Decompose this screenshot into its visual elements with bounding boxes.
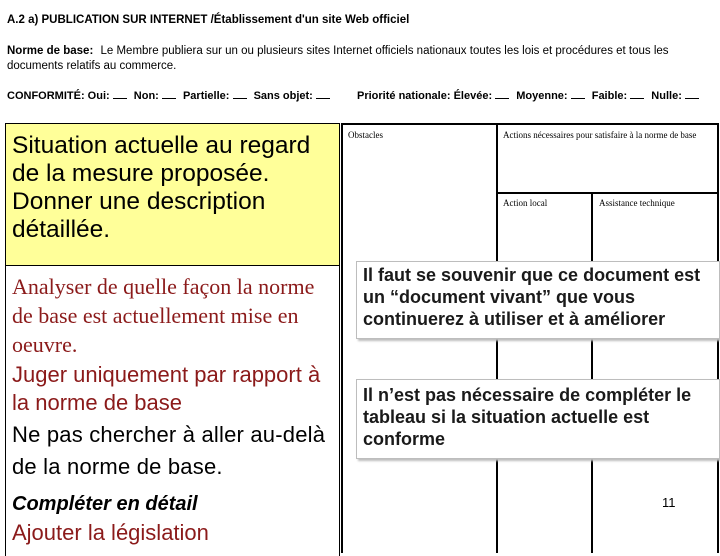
prio-moyenne-blank[interactable]: [571, 89, 585, 99]
prio-moyenne: Moyenne:: [516, 90, 568, 102]
priorite-row: [357, 89, 703, 102]
conf-oui: Oui:: [87, 90, 110, 102]
prio-elevee-blank[interactable]: [495, 89, 509, 99]
conf-partielle: Partielle:: [182, 90, 230, 102]
situation-column: [5, 266, 340, 556]
prio-faible-blank[interactable]: [630, 89, 644, 99]
conf-non: Non:: [133, 90, 159, 102]
table-subheader-line: [496, 192, 719, 194]
norme-de-base: [7, 44, 713, 74]
conf-sans-objet: Sans objet:: [253, 90, 313, 102]
conf-oui-blank[interactable]: [113, 89, 127, 99]
completer-text: Compléter en détail: [12, 493, 198, 515]
table-divider-2: [591, 192, 593, 553]
conformite-label: CONFORMITÉ:: [7, 90, 85, 102]
norme-label: Norme de base:: [7, 45, 94, 57]
juger-text: Juger uniquement par rapport à la norme de base: [12, 362, 321, 415]
note1-text: Il faut se souvenir que ce document est un “document vivant” que vous continuerez à utiliser et à améliorer: [363, 265, 701, 329]
assistance-header: Assistance technique: [599, 198, 675, 208]
priorite-label: Priorité nationale:: [357, 90, 451, 102]
situation-heading: Situation actuelle au regard de la mesure proposée. Donner une description détaillée.: [12, 132, 311, 243]
prio-elevee: Élevée:: [453, 90, 493, 102]
actions-header: Actions nécessaires pour satisfaire à la norme de base: [503, 130, 697, 140]
note-conforme: [356, 379, 720, 459]
conformite-row: [7, 89, 334, 102]
conf-sans-objet-blank[interactable]: [316, 89, 330, 99]
obstacles-header: Obstacles: [348, 130, 383, 140]
note2-text: Il n’est pas nécessaire de compléter le tableau si la situation actuelle est conforme: [363, 385, 692, 449]
table-border-left: [341, 123, 343, 553]
prio-faible: Faible:: [591, 90, 628, 102]
situation-heading-box: [5, 123, 340, 266]
norme-text: Le Membre publiera sur un ou plusieurs sites Internet officiels nationaux toutes les lois et procédures et tous les documents relatifs au commerce.: [7, 45, 669, 72]
ne-pas-text: Ne pas chercher à aller au-delà de la norme de base.: [12, 422, 326, 479]
document-title: A.2 a) PUBLICATION SUR INTERNET /Établissement d'un site Web officiel: [7, 14, 410, 26]
table-border-top: [341, 123, 719, 125]
note-document-vivant: [356, 261, 720, 339]
conf-partielle-blank[interactable]: [233, 89, 247, 99]
prio-nulle: Nulle:: [651, 90, 682, 102]
cutoff-text: Ajouter la législation: [12, 520, 209, 545]
page-number: 11: [662, 495, 676, 510]
action-local-header: Action local: [503, 198, 548, 208]
analyse-text: Analyser de quelle façon la norme de base est actuellement mise en oeuvre.: [12, 274, 315, 357]
prio-nulle-blank[interactable]: [685, 89, 699, 99]
conf-non-blank[interactable]: [162, 89, 176, 99]
